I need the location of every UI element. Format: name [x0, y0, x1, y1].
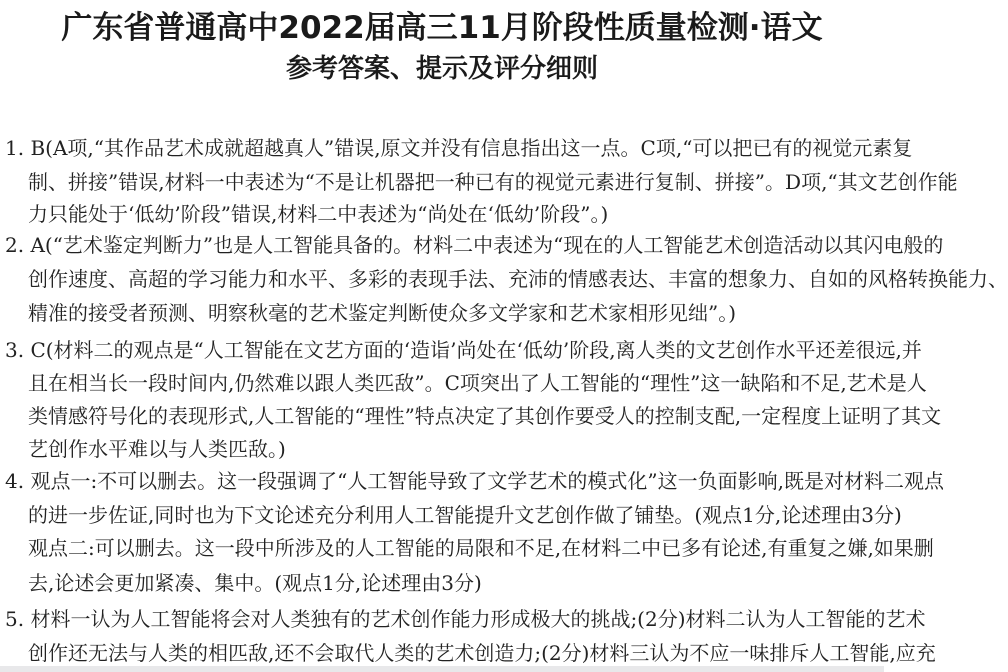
text-line: 4. 观点一:不可以删去。这一段强调了“人工智能导致了文学艺术的模式化”这一负面影响,既是对材料二观点: [5, 469, 944, 493]
text-line: 创作速度、高超的学习能力和水平、多彩的表现手法、充沛的情感表达、丰富的想象力、自如的风格转换能力、: [28, 267, 1008, 291]
text-line: 2. A(“艺术鉴定判断力”也是人工智能具备的。材料二中表述为“现在的人工智能艺术创造活动以其闪电般的: [5, 233, 944, 257]
text-line: 5. 材料一认为人工智能将会对人类独有的艺术创作能力形成极大的挑战;(2分)材料二认为人工智能的艺术: [5, 607, 926, 631]
text-line: 制、拼接”错误,材料一中表述为“不是让机器把一种已有的视觉元素进行复制、拼接”。D项,“其文艺创作能: [28, 170, 958, 194]
text-line: 的进一步佐证,同时也为下文论述充分利用人工智能提升文艺创作做了铺垫。(观点1分,论述理由3分): [28, 503, 902, 527]
text-line: 创作还无法与人类的相匹敌,还不会取代人类的艺术创造力;(2分)材料三认为不应一味排斥人工智能,应充: [28, 641, 936, 665]
document-subtitle: 参考答案、提示及评分细则: [285, 54, 598, 84]
page-bottom-edge: [0, 666, 884, 672]
text-line: 3. C(材料二的观点是“人工智能在文艺方面的‘造诣’尚处在‘低幼’阶段,离人类的文艺创作水平还差很远,并: [5, 338, 922, 362]
document-title: 广东省普通高中2022届高三11月阶段性质量检测·语文: [61, 10, 823, 46]
text-line: 观点二:可以删去。这一段中所涉及的人工智能的局限和不足,在材料二中已多有论述,有重复之嫌,如果删: [28, 536, 934, 560]
text-line: 且在相当长一段时间内,仍然难以跟人类匹敌”。C项突出了人工智能的“理性”这一缺陷和不足,艺术是人: [28, 371, 927, 395]
text-line: 去,论述会更加紧凑、集中。(观点1分,论述理由3分): [28, 571, 482, 595]
text-line: 1. B(A项,“其作品艺术成就超越真人”错误,原文并没有信息指出这一点。C项,“可以把已有的视觉元素复: [5, 136, 913, 160]
text-line: 精准的接受者预测、明察秋毫的艺术鉴定判断使众多文学家和艺术家相形见绌”。): [28, 301, 737, 325]
text-line: 艺创作水平难以与人类匹敌。): [28, 437, 286, 461]
text-line: 类情感符号化的表现形式,人工智能的“理性”特点决定了其创作要受人的控制支配,一定程度上证明了其文: [28, 404, 942, 428]
text-line: 力只能处于‘低幼’阶段”错误,材料二中表述为“尚处在‘低幼’阶段”。): [28, 202, 609, 226]
